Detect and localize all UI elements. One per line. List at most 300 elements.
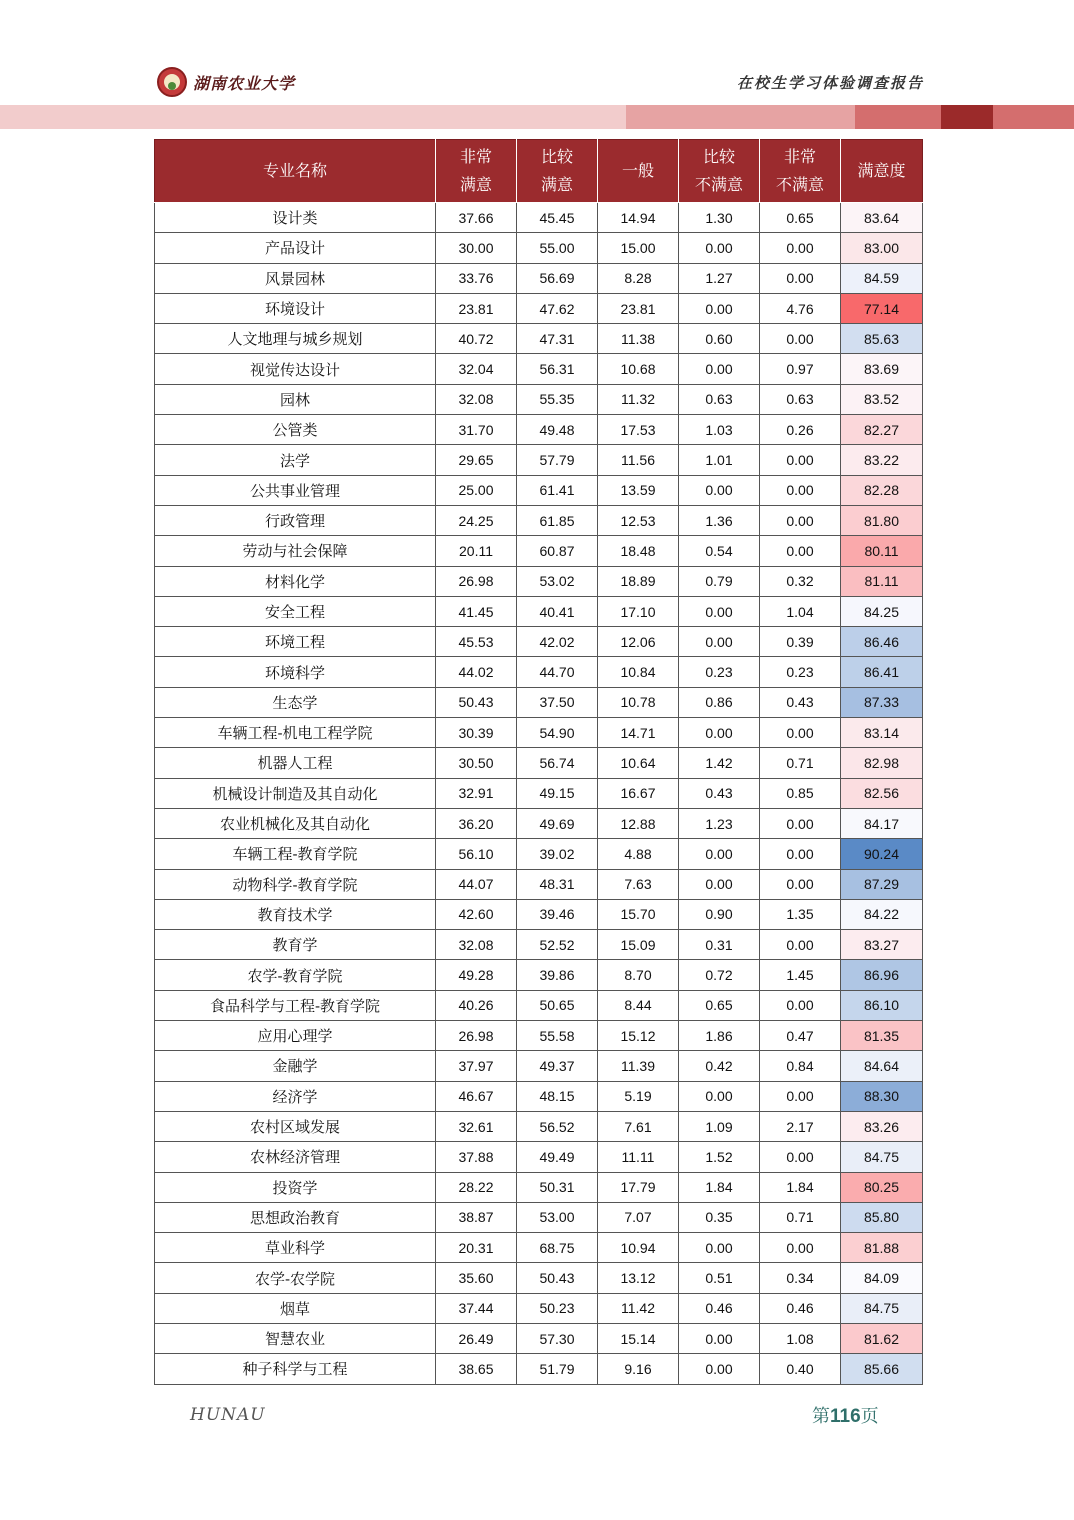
percent-cell: 32.04 [436, 354, 517, 384]
major-name-cell: 农林经济管理 [155, 1142, 436, 1172]
major-name-cell: 动物科学-教育学院 [155, 869, 436, 899]
percent-cell: 0.00 [760, 263, 841, 293]
percent-cell: 0.32 [760, 566, 841, 596]
percent-cell: 49.69 [517, 808, 598, 838]
percent-cell: 55.58 [517, 1021, 598, 1051]
percent-cell: 26.98 [436, 566, 517, 596]
percent-cell: 0.31 [679, 930, 760, 960]
percent-cell: 1.35 [760, 899, 841, 929]
major-name-cell: 材料化学 [155, 566, 436, 596]
major-name-cell: 教育学 [155, 930, 436, 960]
satisfaction-cell: 85.66 [841, 1354, 923, 1384]
percent-cell: 0.00 [760, 445, 841, 475]
percent-cell: 10.94 [598, 1233, 679, 1263]
percent-cell: 0.90 [679, 899, 760, 929]
percent-cell: 53.00 [517, 1202, 598, 1232]
major-name-cell: 公共事业管理 [155, 475, 436, 505]
percent-cell: 15.14 [598, 1323, 679, 1353]
percent-cell: 0.00 [760, 536, 841, 566]
satisfaction-cell: 83.14 [841, 718, 923, 748]
percent-cell: 60.87 [517, 536, 598, 566]
percent-cell: 0.00 [760, 475, 841, 505]
percent-cell: 0.00 [679, 475, 760, 505]
percent-cell: 24.25 [436, 505, 517, 535]
percent-cell: 18.48 [598, 536, 679, 566]
table-row [155, 1111, 923, 1141]
table-row [155, 475, 923, 505]
percent-cell: 0.00 [760, 324, 841, 354]
percent-cell: 48.15 [517, 1081, 598, 1111]
column-header-line: 满意度 [857, 161, 906, 180]
percent-cell: 1.45 [760, 960, 841, 990]
percent-cell: 20.11 [436, 536, 517, 566]
satisfaction-cell: 85.80 [841, 1202, 923, 1232]
major-name-cell: 生态学 [155, 687, 436, 717]
table-row [155, 869, 923, 899]
percent-cell: 45.45 [517, 203, 598, 233]
major-name-cell: 劳动与社会保障 [155, 536, 436, 566]
percent-cell: 52.52 [517, 930, 598, 960]
percent-cell: 0.00 [760, 990, 841, 1020]
table-row [155, 233, 923, 263]
satisfaction-cell: 84.22 [841, 899, 923, 929]
percent-cell: 50.31 [517, 1172, 598, 1202]
page-prefix: 第 [812, 1406, 830, 1427]
percent-cell: 49.37 [517, 1051, 598, 1081]
percent-cell: 0.60 [679, 324, 760, 354]
percent-cell: 50.43 [436, 687, 517, 717]
percent-cell: 4.76 [760, 293, 841, 323]
percent-cell: 0.46 [679, 1293, 760, 1323]
column-header [155, 140, 436, 203]
percent-cell: 8.70 [598, 960, 679, 990]
satisfaction-cell: 85.63 [841, 324, 923, 354]
percent-cell: 17.79 [598, 1172, 679, 1202]
percent-cell: 0.79 [679, 566, 760, 596]
percent-cell: 28.22 [436, 1172, 517, 1202]
table-row [155, 324, 923, 354]
percent-cell: 7.61 [598, 1111, 679, 1141]
percent-cell: 0.84 [760, 1051, 841, 1081]
major-name-cell: 公管类 [155, 415, 436, 445]
percent-cell: 0.54 [679, 536, 760, 566]
percent-cell: 39.86 [517, 960, 598, 990]
percent-cell: 40.41 [517, 596, 598, 626]
percent-cell: 39.46 [517, 899, 598, 929]
major-name-cell: 法学 [155, 445, 436, 475]
percent-cell: 0.63 [679, 384, 760, 414]
percent-cell: 0.72 [679, 960, 760, 990]
column-header [679, 140, 760, 203]
major-name-cell: 烟草 [155, 1293, 436, 1323]
satisfaction-table [154, 139, 923, 1385]
percent-cell: 1.84 [760, 1172, 841, 1202]
percent-cell: 49.15 [517, 778, 598, 808]
major-name-cell: 车辆工程-教育学院 [155, 839, 436, 869]
percent-cell: 37.66 [436, 203, 517, 233]
column-header [436, 140, 517, 203]
percent-cell: 56.74 [517, 748, 598, 778]
percent-cell: 0.00 [760, 233, 841, 263]
percent-cell: 1.01 [679, 445, 760, 475]
percent-cell: 61.41 [517, 475, 598, 505]
percent-cell: 15.00 [598, 233, 679, 263]
percent-cell: 50.65 [517, 990, 598, 1020]
table-row [155, 415, 923, 445]
percent-cell: 15.70 [598, 899, 679, 929]
percent-cell: 0.26 [760, 415, 841, 445]
table-row [155, 899, 923, 929]
table-row [155, 718, 923, 748]
table-row [155, 566, 923, 596]
percent-cell: 0.00 [679, 293, 760, 323]
percent-cell: 1.03 [679, 415, 760, 445]
percent-cell: 26.49 [436, 1323, 517, 1353]
percent-cell: 0.00 [679, 1323, 760, 1353]
percent-cell: 26.98 [436, 1021, 517, 1051]
percent-cell: 0.23 [679, 657, 760, 687]
satisfaction-cell: 81.35 [841, 1021, 923, 1051]
percent-cell: 11.39 [598, 1051, 679, 1081]
major-name-cell: 视觉传达设计 [155, 354, 436, 384]
percent-cell: 23.81 [436, 293, 517, 323]
satisfaction-cell: 83.64 [841, 203, 923, 233]
percent-cell: 42.60 [436, 899, 517, 929]
table-row [155, 445, 923, 475]
percent-cell: 0.40 [760, 1354, 841, 1384]
satisfaction-cell: 83.52 [841, 384, 923, 414]
percent-cell: 49.49 [517, 1142, 598, 1172]
header-band-segment [855, 105, 941, 129]
percent-cell: 0.71 [760, 1202, 841, 1232]
table-row [155, 960, 923, 990]
report-title: 在校生学习体验调查报告 [736, 74, 924, 92]
percent-cell: 68.75 [517, 1233, 598, 1263]
percent-cell: 0.00 [679, 1081, 760, 1111]
percent-cell: 44.07 [436, 869, 517, 899]
major-name-cell: 设计类 [155, 203, 436, 233]
percent-cell: 9.16 [598, 1354, 679, 1384]
table-row [155, 930, 923, 960]
table-row [155, 505, 923, 535]
percent-cell: 0.35 [679, 1202, 760, 1232]
satisfaction-cell: 82.56 [841, 778, 923, 808]
percent-cell: 5.19 [598, 1081, 679, 1111]
satisfaction-cell: 82.27 [841, 415, 923, 445]
percent-cell: 25.00 [436, 475, 517, 505]
major-name-cell: 车辆工程-机电工程学院 [155, 718, 436, 748]
percent-cell: 13.59 [598, 475, 679, 505]
percent-cell: 50.23 [517, 1293, 598, 1323]
percent-cell: 47.62 [517, 293, 598, 323]
percent-cell: 32.91 [436, 778, 517, 808]
percent-cell: 38.87 [436, 1202, 517, 1232]
major-name-cell: 经济学 [155, 1081, 436, 1111]
percent-cell: 36.20 [436, 808, 517, 838]
percent-cell: 10.84 [598, 657, 679, 687]
percent-cell: 32.08 [436, 930, 517, 960]
percent-cell: 0.00 [760, 1233, 841, 1263]
percent-cell: 10.78 [598, 687, 679, 717]
percent-cell: 0.85 [760, 778, 841, 808]
column-header-line: 专业名称 [262, 161, 327, 180]
percent-cell: 0.00 [760, 718, 841, 748]
column-header-line: 满意 [459, 175, 492, 194]
major-name-cell: 环境科学 [155, 657, 436, 687]
percent-cell: 0.00 [760, 808, 841, 838]
satisfaction-cell: 90.24 [841, 839, 923, 869]
percent-cell: 49.48 [517, 415, 598, 445]
table-row [155, 808, 923, 838]
table-row [155, 293, 923, 323]
table-row [155, 203, 923, 233]
percent-cell: 0.65 [679, 990, 760, 1020]
column-header [517, 140, 598, 203]
percent-cell: 0.47 [760, 1021, 841, 1051]
major-name-cell: 农业机械化及其自动化 [155, 808, 436, 838]
table-body [155, 203, 923, 1385]
satisfaction-cell: 83.27 [841, 930, 923, 960]
table-row [155, 627, 923, 657]
percent-cell: 30.00 [436, 233, 517, 263]
major-name-cell: 环境设计 [155, 293, 436, 323]
table-row [155, 1081, 923, 1111]
satisfaction-cell: 81.80 [841, 505, 923, 535]
table-row [155, 1293, 923, 1323]
major-name-cell: 金融学 [155, 1051, 436, 1081]
percent-cell: 12.88 [598, 808, 679, 838]
percent-cell: 1.52 [679, 1142, 760, 1172]
percent-cell: 1.42 [679, 748, 760, 778]
page-number-value: 116 [830, 1406, 861, 1427]
satisfaction-cell: 82.28 [841, 475, 923, 505]
percent-cell: 11.56 [598, 445, 679, 475]
percent-cell: 44.70 [517, 657, 598, 687]
column-header [598, 140, 679, 203]
percent-cell: 1.86 [679, 1021, 760, 1051]
satisfaction-cell: 80.11 [841, 536, 923, 566]
percent-cell: 37.50 [517, 687, 598, 717]
page-suffix: 页 [860, 1406, 879, 1427]
percent-cell: 56.10 [436, 839, 517, 869]
percent-cell: 1.08 [760, 1323, 841, 1353]
major-name-cell: 草业科学 [155, 1233, 436, 1263]
percent-cell: 20.31 [436, 1233, 517, 1263]
percent-cell: 45.53 [436, 627, 517, 657]
percent-cell: 44.02 [436, 657, 517, 687]
percent-cell: 1.30 [679, 203, 760, 233]
percent-cell: 49.28 [436, 960, 517, 990]
satisfaction-cell: 84.64 [841, 1051, 923, 1081]
satisfaction-cell: 84.25 [841, 596, 923, 626]
percent-cell: 41.45 [436, 596, 517, 626]
percent-cell: 0.34 [760, 1263, 841, 1293]
percent-cell: 0.86 [679, 687, 760, 717]
percent-cell: 1.23 [679, 808, 760, 838]
percent-cell: 0.42 [679, 1051, 760, 1081]
percent-cell: 0.43 [760, 687, 841, 717]
percent-cell: 17.10 [598, 596, 679, 626]
percent-cell: 57.79 [517, 445, 598, 475]
percent-cell: 35.60 [436, 1263, 517, 1293]
percent-cell: 40.72 [436, 324, 517, 354]
major-name-cell: 环境工程 [155, 627, 436, 657]
percent-cell: 0.46 [760, 1293, 841, 1323]
column-header-line: 比较 [702, 147, 735, 166]
percent-cell: 0.00 [760, 869, 841, 899]
satisfaction-cell: 84.17 [841, 808, 923, 838]
percent-cell: 4.88 [598, 839, 679, 869]
table-row [155, 748, 923, 778]
percent-cell: 10.64 [598, 748, 679, 778]
table-row [155, 687, 923, 717]
percent-cell: 0.00 [679, 1233, 760, 1263]
table-row [155, 1142, 923, 1172]
table-row [155, 354, 923, 384]
satisfaction-cell: 84.59 [841, 263, 923, 293]
percent-cell: 0.00 [760, 1081, 841, 1111]
percent-cell: 14.94 [598, 203, 679, 233]
satisfaction-cell: 86.46 [841, 627, 923, 657]
percent-cell: 0.00 [679, 1354, 760, 1384]
percent-cell: 55.00 [517, 233, 598, 263]
table-row [155, 839, 923, 869]
percent-cell: 46.67 [436, 1081, 517, 1111]
table-row [155, 657, 923, 687]
percent-cell: 12.06 [598, 627, 679, 657]
major-name-cell: 思想政治教育 [155, 1202, 436, 1232]
satisfaction-cell: 84.09 [841, 1263, 923, 1293]
satisfaction-cell: 77.14 [841, 293, 923, 323]
percent-cell: 0.00 [679, 718, 760, 748]
percent-cell: 40.26 [436, 990, 517, 1020]
percent-cell: 0.43 [679, 778, 760, 808]
percent-cell: 56.31 [517, 354, 598, 384]
percent-cell: 7.07 [598, 1202, 679, 1232]
percent-cell: 37.97 [436, 1051, 517, 1081]
percent-cell: 42.02 [517, 627, 598, 657]
percent-cell: 10.68 [598, 354, 679, 384]
column-header-line: 一般 [621, 161, 654, 180]
percent-cell: 37.88 [436, 1142, 517, 1172]
satisfaction-cell: 82.98 [841, 748, 923, 778]
page-number [812, 1402, 879, 1428]
percent-cell: 12.53 [598, 505, 679, 535]
table-row [155, 1051, 923, 1081]
percent-cell: 0.00 [679, 233, 760, 263]
major-name-cell: 园林 [155, 384, 436, 414]
satisfaction-cell: 84.75 [841, 1142, 923, 1172]
percent-cell: 7.63 [598, 869, 679, 899]
satisfaction-cell: 87.33 [841, 687, 923, 717]
percent-cell: 17.53 [598, 415, 679, 445]
university-logo-icon [157, 67, 187, 97]
university-name: 湖南农业大学 [193, 74, 296, 93]
percent-cell: 0.97 [760, 354, 841, 384]
percent-cell: 1.27 [679, 263, 760, 293]
percent-cell: 0.00 [760, 930, 841, 960]
column-header-line: 非常 [783, 147, 816, 166]
percent-cell: 11.11 [598, 1142, 679, 1172]
percent-cell: 23.81 [598, 293, 679, 323]
percent-cell: 16.67 [598, 778, 679, 808]
major-name-cell: 产品设计 [155, 233, 436, 263]
percent-cell: 15.12 [598, 1021, 679, 1051]
satisfaction-cell: 81.88 [841, 1233, 923, 1263]
table-row [155, 1263, 923, 1293]
percent-cell: 48.31 [517, 869, 598, 899]
percent-cell: 11.38 [598, 324, 679, 354]
percent-cell: 15.09 [598, 930, 679, 960]
percent-cell: 57.30 [517, 1323, 598, 1353]
table-row [155, 596, 923, 626]
major-name-cell: 风景园林 [155, 263, 436, 293]
satisfaction-cell: 86.41 [841, 657, 923, 687]
percent-cell: 50.43 [517, 1263, 598, 1293]
percent-cell: 14.71 [598, 718, 679, 748]
percent-cell: 0.00 [679, 627, 760, 657]
percent-cell: 0.00 [679, 354, 760, 384]
column-header [841, 140, 923, 203]
column-header-line: 比较 [540, 147, 573, 166]
page-header [0, 0, 1074, 130]
percent-cell: 31.70 [436, 415, 517, 445]
percent-cell: 51.79 [517, 1354, 598, 1384]
table-row [155, 536, 923, 566]
table-row [155, 778, 923, 808]
column-header [760, 140, 841, 203]
header-band-segment [626, 105, 855, 129]
major-name-cell: 人文地理与城乡规划 [155, 324, 436, 354]
percent-cell: 37.44 [436, 1293, 517, 1323]
percent-cell: 47.31 [517, 324, 598, 354]
table-header-row [155, 140, 923, 203]
percent-cell: 39.02 [517, 839, 598, 869]
percent-cell: 55.35 [517, 384, 598, 414]
column-header-line: 不满意 [775, 175, 824, 194]
column-header-line: 满意 [540, 175, 573, 194]
header-band-segment [0, 105, 626, 129]
satisfaction-cell: 83.26 [841, 1111, 923, 1141]
header-band-segment [993, 105, 1074, 129]
major-name-cell: 行政管理 [155, 505, 436, 535]
satisfaction-cell: 86.10 [841, 990, 923, 1020]
percent-cell: 1.09 [679, 1111, 760, 1141]
percent-cell: 61.85 [517, 505, 598, 535]
satisfaction-cell: 81.62 [841, 1323, 923, 1353]
table-row [155, 1021, 923, 1051]
satisfaction-cell: 87.29 [841, 869, 923, 899]
column-header-line: 非常 [459, 147, 492, 166]
percent-cell: 0.00 [679, 839, 760, 869]
percent-cell: 11.42 [598, 1293, 679, 1323]
satisfaction-cell: 80.25 [841, 1172, 923, 1202]
column-header-line: 不满意 [694, 175, 743, 194]
percent-cell: 0.65 [760, 203, 841, 233]
major-name-cell: 安全工程 [155, 596, 436, 626]
percent-cell: 1.04 [760, 596, 841, 626]
major-name-cell: 应用心理学 [155, 1021, 436, 1051]
major-name-cell: 农学-教育学院 [155, 960, 436, 990]
major-name-cell: 农学-农学院 [155, 1263, 436, 1293]
table-row [155, 1172, 923, 1202]
percent-cell: 1.84 [679, 1172, 760, 1202]
percent-cell: 2.17 [760, 1111, 841, 1141]
percent-cell: 0.00 [760, 1142, 841, 1172]
satisfaction-cell: 88.30 [841, 1081, 923, 1111]
percent-cell: 1.36 [679, 505, 760, 535]
header-band-segment [941, 105, 993, 129]
